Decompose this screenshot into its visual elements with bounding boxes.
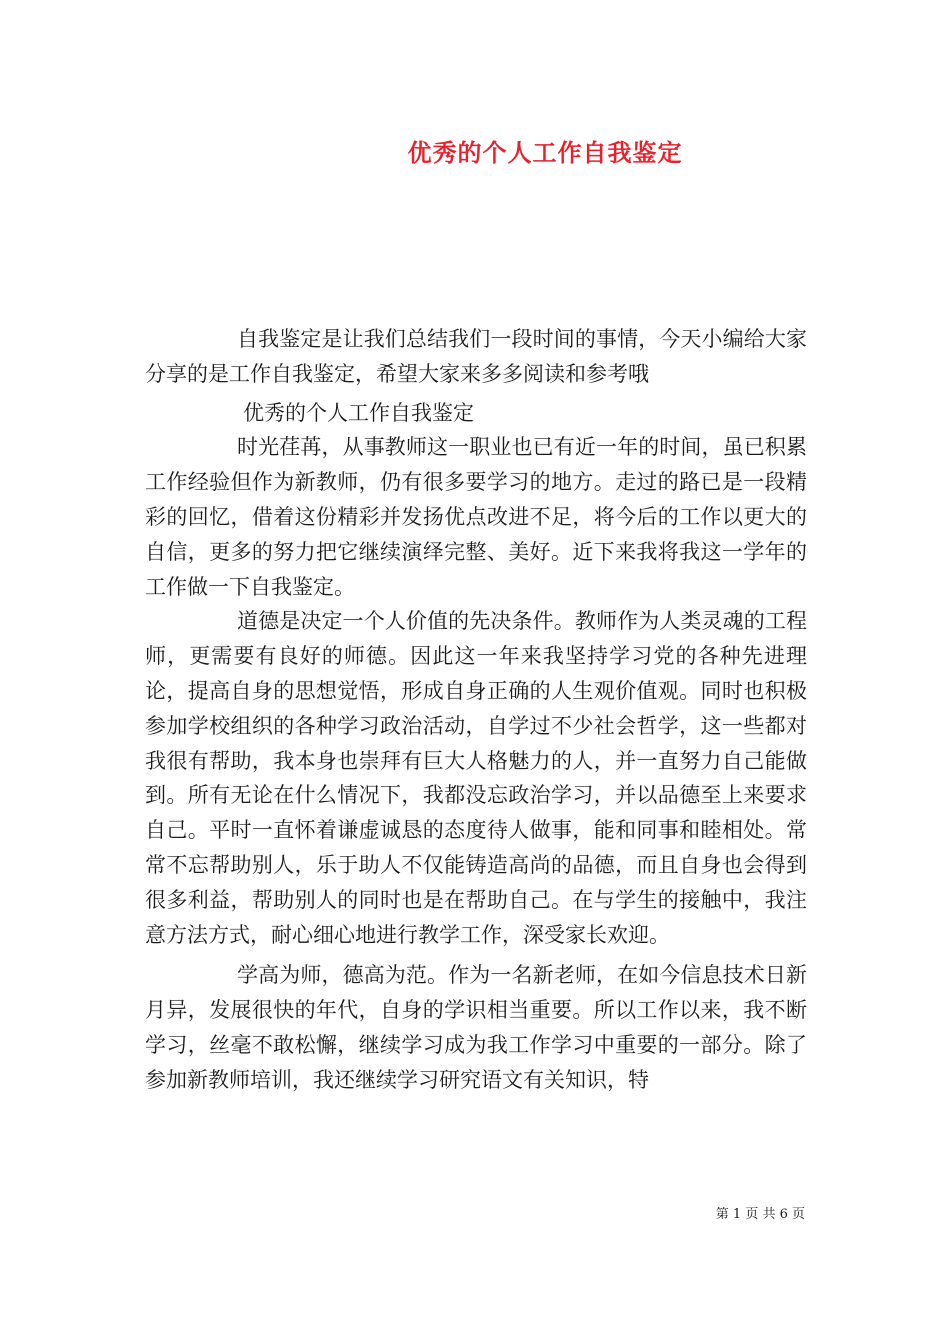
page-number-footer: 第 1 页 共 6 页 bbox=[715, 1207, 805, 1222]
section-heading: 优秀的个人工作自我鉴定 bbox=[243, 400, 474, 425]
intro-paragraph: 自我鉴定是让我们总结我们一段时间的事情，今天小编给大家分享的是工作自我鉴定，希望大家来多多阅读和参考哦 bbox=[145, 327, 807, 386]
body-paragraph-3: 学高为师，德高为范。作为一名新老师，在如今信息技术日新月异，发展很快的年代，自身的学识相当重要。所以工作以来，我不断学习，丝毫不敢松懈，继续学习成为我工作学习中重要的一部分。除了参加新教师培训，我还继续学习研究语文有关知识，特 bbox=[145, 963, 807, 1092]
document-title: 优秀的个人工作自我鉴定 bbox=[407, 138, 683, 167]
body-paragraph-1: 时光荏苒，从事教师这一职业也已有近一年的时间，虽已积累工作经验但作为新教师，仍有很多要学习的地方。走过的路已是一段精彩的回忆，借着这份精彩并发扬优点改进不足，将今后的工作以更大的自信，更多的努力把它继续演绎完整、美好。近下来我将我这一学年的工作做一下自我鉴定。 bbox=[145, 435, 807, 599]
body-paragraph-2: 道德是决定一个人价值的先决条件。教师作为人类灵魂的工程师，更需要有良好的师德。因此这一年来我坚持学习党的各种先进理论，提高自身的思想觉悟，形成自身正确的人生观价值观。同时也积极参加学校组织的各种学习政治活动，自学过不少社会哲学，这一些都对我很有帮助，我本身也崇拜有巨大人格魅力的人，并一直努力自己能做到。所有无论在什么情况下，我都没忘政治学习，并以品德至上来要求自己。平时一直怀着谦虚诚恳的态度待人做事，能和同事和睦相处。常常不忘帮助别人，乐于助人不仅能铸造高尚的品德，而且自身也会得到很多利益，帮助别人的同时也是在帮助自己。在与学生的接触中，我注意方法方式，耐心细心地进行教学工作，深受家长欢迎。 bbox=[145, 609, 807, 947]
document-body bbox=[145, 322, 807, 1098]
